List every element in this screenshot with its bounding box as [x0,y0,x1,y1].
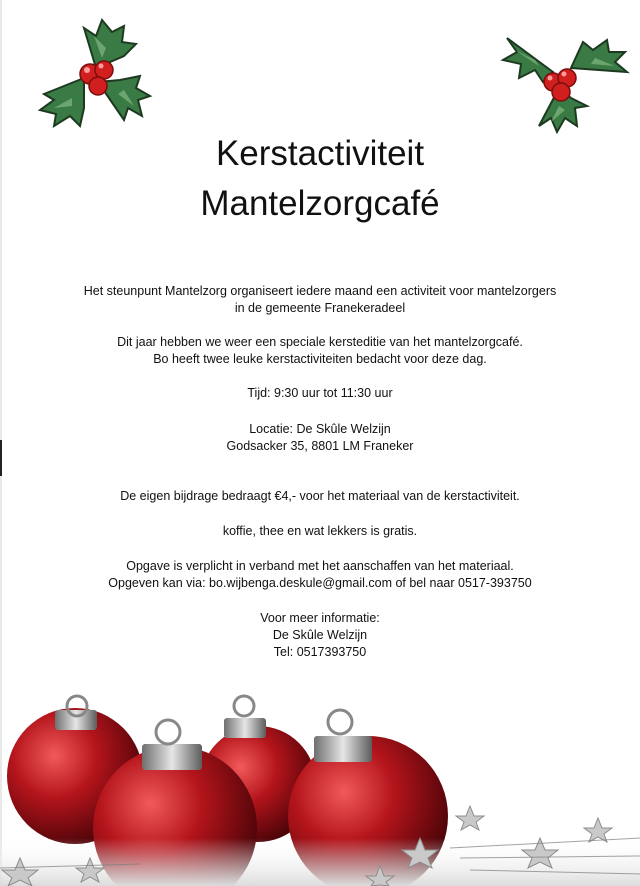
intro-line: in de gemeente Franekeradeel [234,301,406,315]
intro-paragraph [40,283,600,317]
info-heading: Voor meer informatie: [260,611,380,625]
holly-icon [495,22,633,134]
margin-marker [0,440,2,476]
contribution-text [40,488,600,505]
info-paragraph [40,610,600,661]
contribution-line: De eigen bijdrage bedraagt €4,- voor het materiaal van de kerstactiviteit. [120,489,520,503]
christmas-baubles-image [0,688,640,886]
refreshments-text [40,523,600,540]
intro-line: Het steunpunt Mantelzorg organiseert iedere maand een activiteit voor mantelzorgers [83,284,557,298]
registration-line: Opgave is verplicht in verband met het aanschaffen van het materiaal. [126,559,514,573]
holly-icon [24,8,154,138]
refreshments-line: koffie, thee en wat lekkers is gratis. [222,524,418,538]
registration-paragraph [40,558,600,592]
page-subtitle: Mantelzorgcafé [200,184,440,223]
page-title: Kerstactiviteit [215,134,425,173]
location-address: Godsacker 35, 8801 LM Franeker [226,439,414,453]
time-line: Tijd: 9:30 uur tot 11:30 uur [247,386,393,400]
registration-contact: Opgeven kan via: bo.wijbenga.deskule@gmail.com of bel naar 0517-393750 [108,576,532,590]
info-organization: De Skûle Welzijn [272,628,368,642]
location-paragraph [40,421,600,455]
info-phone: Tel: 0517393750 [273,645,367,659]
special-line: Dit jaar hebben we weer een speciale kersteditie van het mantelzorgcafé. [117,335,523,349]
location-name: Locatie: De Skûle Welzijn [249,422,391,436]
special-line: Bo heeft twee leuke kerstactiviteiten bedacht voor deze dag. [153,352,487,366]
time-text [40,385,600,402]
special-edition-paragraph [40,334,600,368]
